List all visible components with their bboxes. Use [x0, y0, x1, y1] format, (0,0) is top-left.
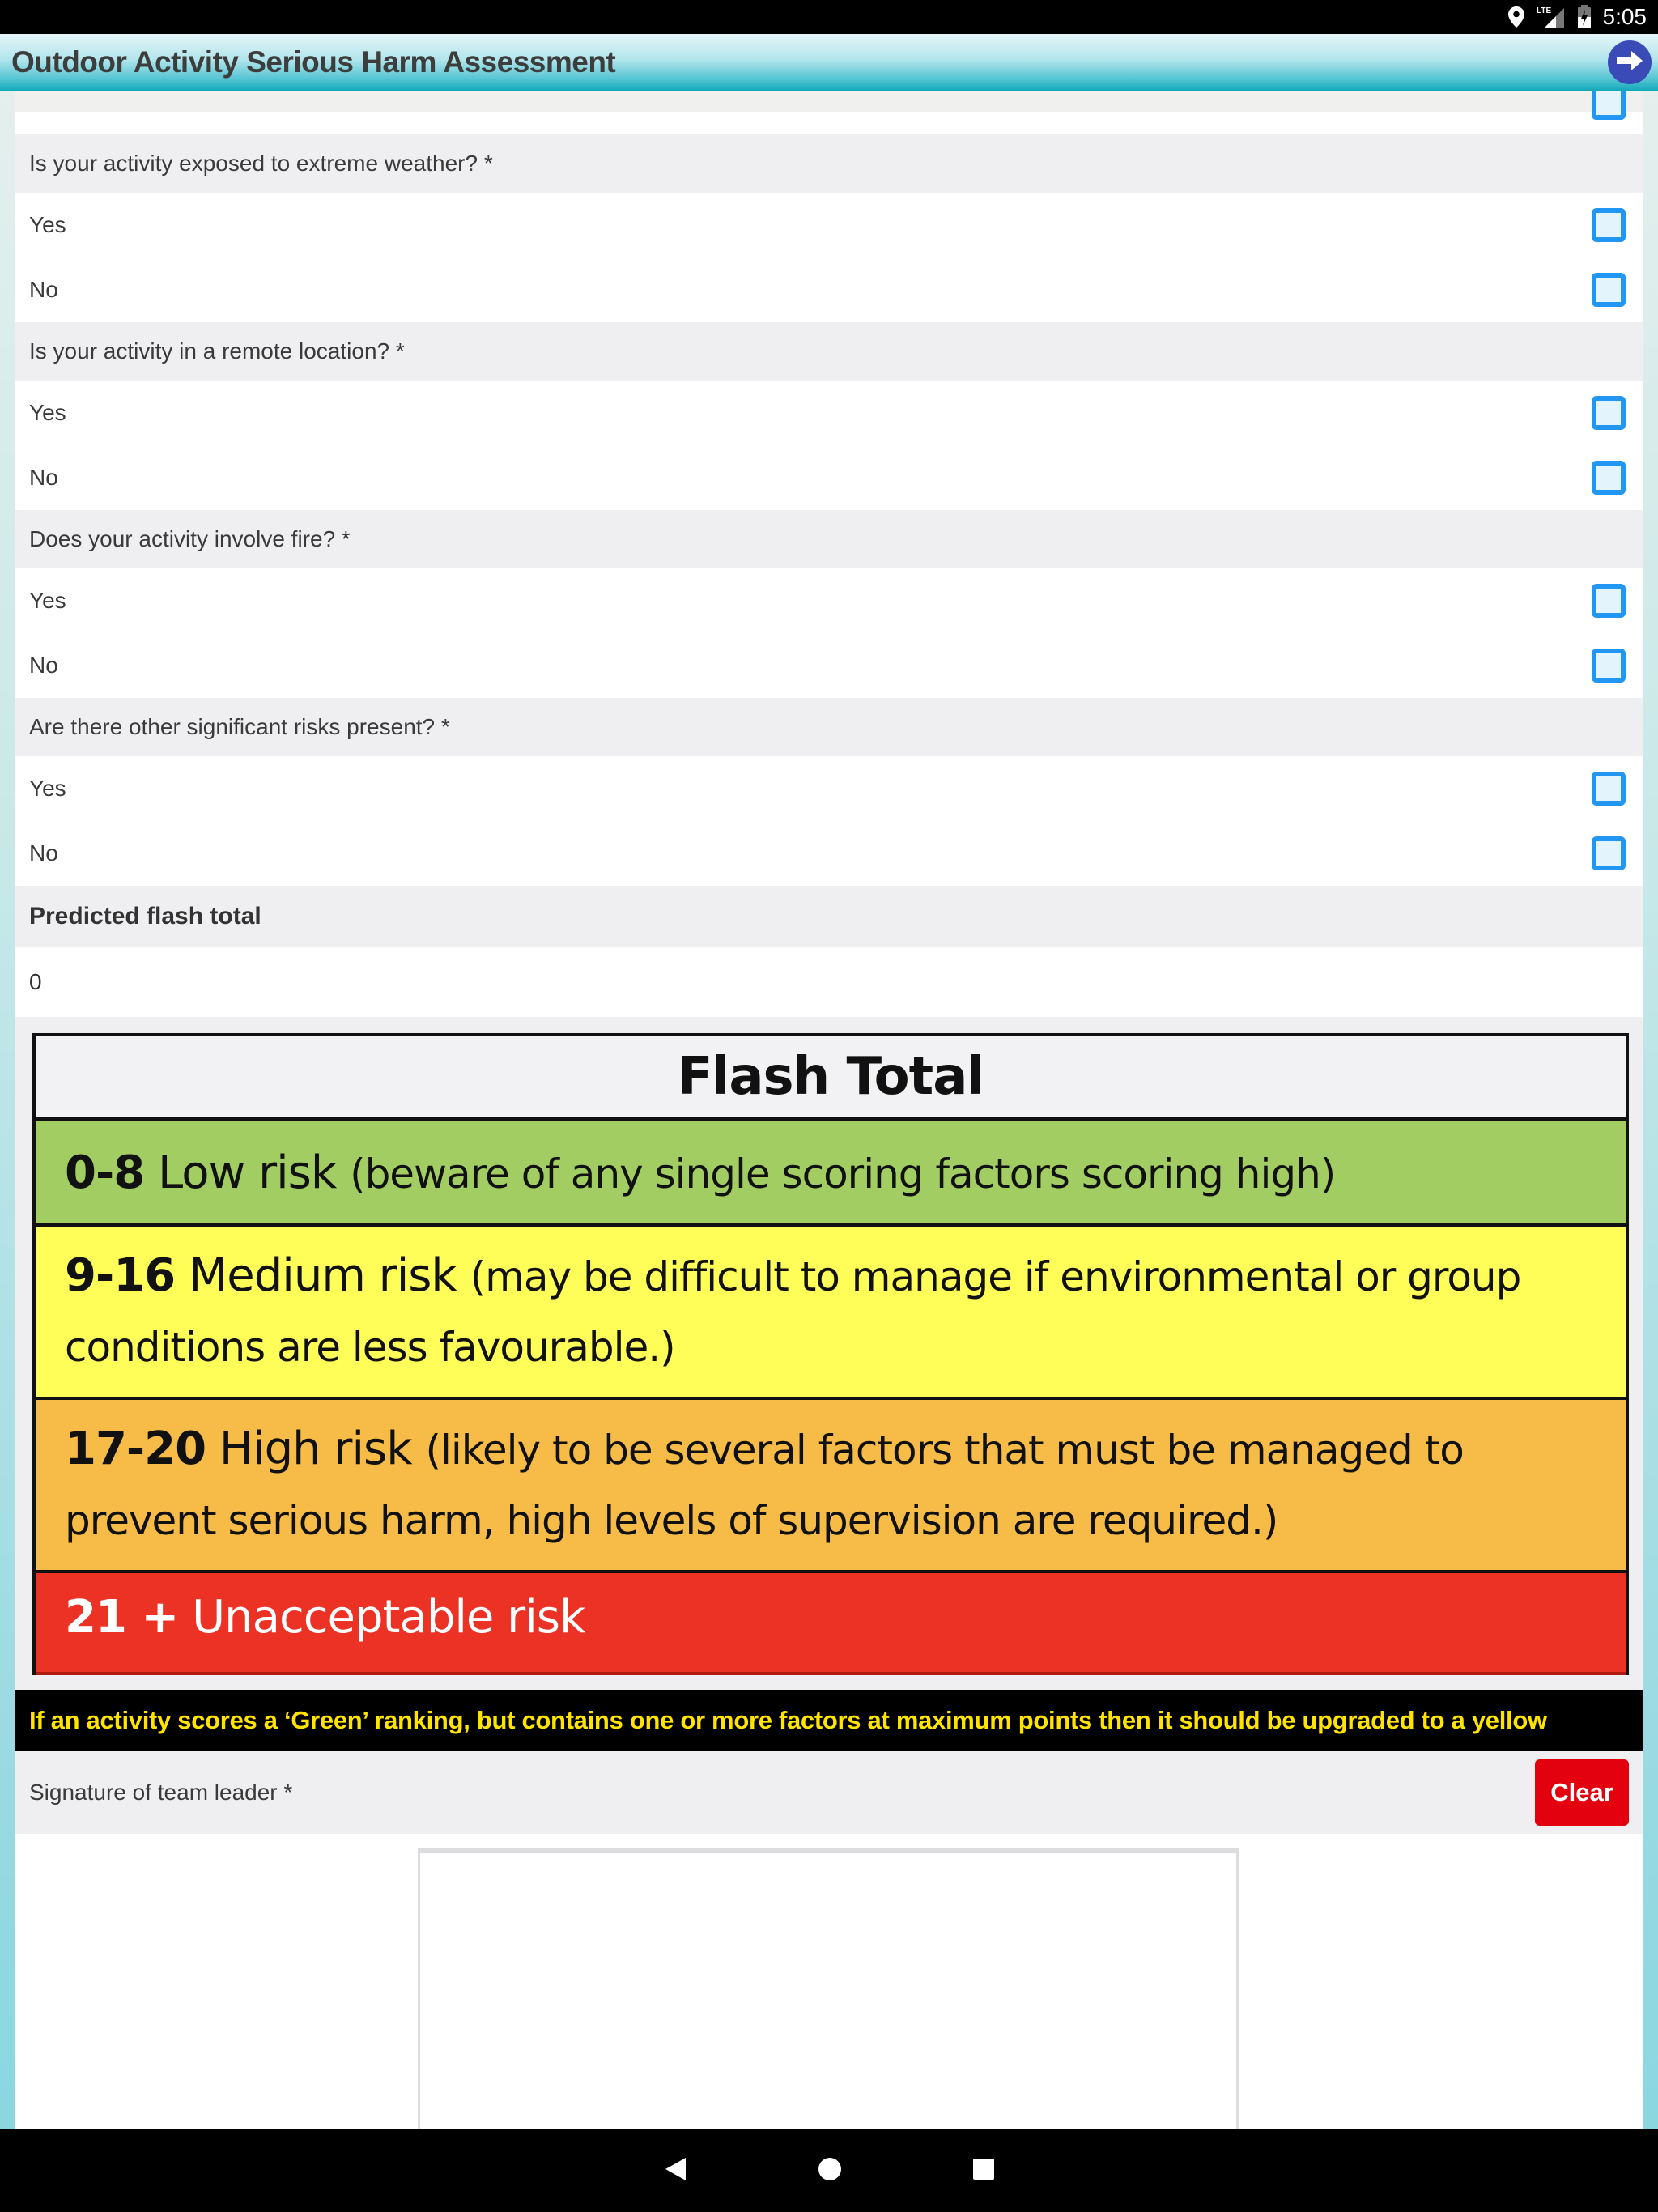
- signature-row: [15, 1751, 1643, 1834]
- status-bar: [0, 0, 1658, 34]
- page-title: Outdoor Activity Serious Harm Assessment: [11, 45, 616, 79]
- option-label: No: [29, 465, 58, 490]
- flash-total-table: [32, 1033, 1629, 1675]
- recents-icon[interactable]: [972, 2158, 995, 2184]
- option-row[interactable]: [15, 821, 1643, 886]
- battery-charging-icon: [1577, 5, 1592, 29]
- flash-total-legend: [15, 1017, 1643, 1690]
- checkbox-yes[interactable]: [1592, 396, 1626, 430]
- home-icon[interactable]: [817, 2156, 843, 2186]
- back-icon[interactable]: [663, 2156, 687, 2186]
- option-row[interactable]: [15, 568, 1643, 633]
- predicted-total-value: 0: [15, 947, 1643, 1017]
- next-button[interactable]: [1608, 40, 1652, 84]
- flash-total-title: Flash Total: [36, 1036, 1626, 1121]
- upgrade-notice: If an activity scores a ‘Green’ ranking, but contains one or more factors at maximum points then it should be upgraded to a yellow: [15, 1690, 1643, 1751]
- checkbox-no[interactable]: [1592, 461, 1626, 495]
- option-label: No: [29, 653, 58, 678]
- signature-pad[interactable]: [418, 1848, 1239, 2129]
- option-label: Yes: [29, 212, 66, 237]
- band-high-risk: 17-20 High risk (likely to be several factors that must be managed to prevent serious harm, high levels of supervision are required.): [36, 1400, 1626, 1573]
- system-nav-bar: [0, 2129, 1658, 2212]
- option-label: Yes: [29, 588, 66, 613]
- assessment-form: [15, 91, 1643, 2129]
- clear-signature-button[interactable]: Clear: [1535, 1759, 1629, 1826]
- option-row[interactable]: [15, 257, 1643, 322]
- band-unacceptable-risk: 21 + Unacceptable risk: [36, 1573, 1626, 1675]
- option-row[interactable]: [15, 381, 1643, 445]
- option-label: No: [29, 277, 58, 302]
- clock: 5:05: [1602, 4, 1647, 29]
- location-icon: [1507, 6, 1525, 28]
- question-remote-location: Is your activity in a remote location? *: [15, 322, 1643, 381]
- checkbox-no[interactable]: [1592, 273, 1626, 307]
- signature-area: [15, 1834, 1643, 2129]
- option-row[interactable]: [15, 193, 1643, 257]
- partial-option-row: [15, 91, 1643, 134]
- checkbox-yes[interactable]: [1592, 208, 1626, 242]
- lte-signal-icon: [1537, 5, 1566, 29]
- checkbox-yes[interactable]: [1592, 584, 1626, 618]
- option-row[interactable]: [15, 445, 1643, 510]
- predicted-total-label: Predicted flash total: [15, 886, 1643, 947]
- arrow-right-icon: [1615, 49, 1644, 77]
- checkbox-no[interactable]: [1592, 649, 1626, 683]
- question-fire: Does your activity involve fire? *: [15, 510, 1643, 568]
- svg-text:LTE: LTE: [1536, 6, 1551, 15]
- option-label: Yes: [29, 776, 66, 801]
- form-scroll-area[interactable]: [0, 91, 1658, 2129]
- checkbox[interactable]: [1592, 91, 1626, 120]
- option-label: Yes: [29, 400, 66, 425]
- question-other-risks: Are there other significant risks present? *: [15, 698, 1643, 756]
- option-row[interactable]: [15, 756, 1643, 821]
- signature-label: Signature of team leader *: [29, 1780, 293, 1805]
- checkbox-yes[interactable]: [1592, 772, 1626, 806]
- app-bar: [0, 34, 1658, 91]
- band-low-risk: 0-8 Low risk (beware of any single scoring factors scoring high): [36, 1121, 1626, 1227]
- band-medium-risk: 9-16 Medium risk (may be difficult to manage if environmental or group conditions are less favourable.): [36, 1227, 1626, 1400]
- option-label: No: [29, 840, 58, 866]
- option-row[interactable]: [15, 633, 1643, 698]
- checkbox-no[interactable]: [1592, 836, 1626, 870]
- question-extreme-weather: Is your activity exposed to extreme weather? *: [15, 134, 1643, 193]
